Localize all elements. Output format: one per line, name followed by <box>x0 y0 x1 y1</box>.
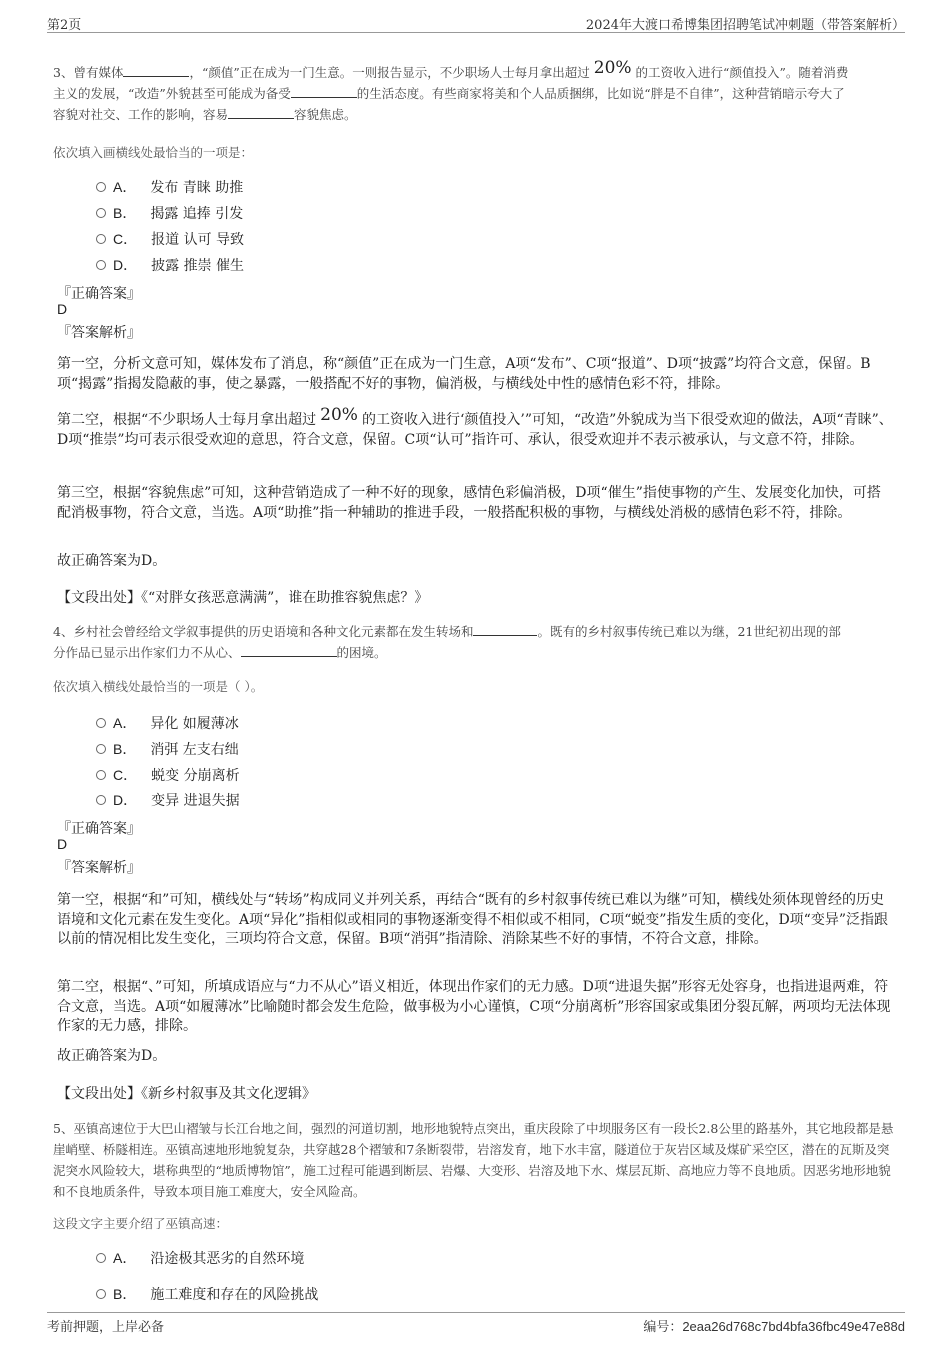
document-code: 编号：2eaa26d768c7bd4bfa36fbc49e47e88d <box>643 1319 905 1335</box>
page-number: 第2页 <box>47 18 82 33</box>
analysis-paragraph: 第一空，分析文意可知，媒体发布了消息，称“颜值”正在成为一门生意，A项“发布”、C项“报道”、D项“披露”均符合文意，保留。B项“揭露”指揭发隐蔽的事，使之暴露，一般搭配不好的事物，偏消极，与横线处中性的感情色彩不符，排除。 <box>57 356 871 392</box>
analysis-paragraph: 第一空，根据“和”可知，横线处与“转场”构成同义并列关系，再结合“既有的乡村叙事传统已难以为继”可知，横线处须体现曾经的历史语境和文化元素在发生变化。A项“异化”指相似或相同的事物逐渐变得不相似或不相同，C项“蜕变”指发生质的变化，D项“变异”泛指跟以前的情况相比发生变化，三项均符合文意，保留。B项“消弭”指清除、消除某些不好的事情，不符合文意，排除。 <box>57 892 888 947</box>
q4-option-a[interactable]: A． 异化 如履薄冰 <box>96 713 239 733</box>
analysis-paragraph: 第三空，根据“容貌焦虑”可知，这种营销造成了一种不好的现象，感情色彩偏消极，D项“催生”指使事物的产生、发展变化加快，可搭配消极事物，符合文意，当选。A项“助推”指一种辅助的推进手段，一般搭配积极的事物，与横线处消极的感情色彩不符，排除。 <box>57 485 881 521</box>
radio-icon[interactable] <box>96 795 106 805</box>
analysis-label: 『答案解析』 <box>57 860 141 876</box>
radio-icon[interactable] <box>96 770 106 780</box>
q3-option-c[interactable]: C． 报道 认可 导致 <box>96 229 244 249</box>
q3-option-d[interactable]: D． 披露 推崇 催生 <box>96 255 244 275</box>
radio-icon[interactable] <box>96 744 106 754</box>
analysis-label: 『答案解析』 <box>57 325 141 341</box>
question-5-stem: 5、巫镇高速位于大巴山褶皱与长江台地之间，强烈的河道切割，地形地貌特点突出，重庆段除了中坝服务区有一段长2.8公里的路基外，其它地段都是悬崖峭壁、桥隧相连。巫镇高速地形地貌复杂，共穿越28个褶皱和7条断裂带，岩溶发育，地下水丰富，隧道位于灰岩区域及煤矿采空区，潜在的瓦斯及突泥突水风险较大，堪称典型的“地质博物馆”，施工过程可能遇到断层、岩爆、大变形、岩溶及地下水、煤层瓦斯、高地应力等不良地质。因恶劣地形地貌和不良地质条件，导致本项目施工难度大，安全风险高。 <box>53 1121 894 1199</box>
answer-value: D <box>57 836 68 852</box>
page-header <box>47 12 905 33</box>
conclusion: 故正确答案为D。 <box>57 553 167 569</box>
q5-option-b[interactable]: B． 施工难度和存在的风险挑战 <box>96 1284 318 1304</box>
analysis-paragraph: 第二空，根据“不少职场人士每月拿出超过 20% 的工资收入进行‘颜值投入’”可知，“改造”外貌成为当下很受欢迎的做法，A项“青睐”、D项“推崇”均可表示很受欢迎的意思，符合文意，保留。C项“认可”指许可、承认，很受欢迎并不表示被承认，与文意不符，排除。 <box>57 405 893 448</box>
radio-icon[interactable] <box>96 182 106 192</box>
blank-2 <box>291 85 357 98</box>
question-3-prompt: 依次填入画横线处最恰当的一项是： <box>53 145 254 160</box>
percent-figure: 20% <box>593 58 632 78</box>
radio-icon[interactable] <box>96 260 106 270</box>
blank-3 <box>228 106 294 119</box>
q4-option-c[interactable]: C． 蜕变 分崩离析 <box>96 765 240 785</box>
radio-icon[interactable] <box>96 208 106 218</box>
radio-icon[interactable] <box>96 1289 106 1299</box>
source-citation: 【文段出处】《新乡村叙事及其文化逻辑》 <box>57 1086 316 1102</box>
radio-icon[interactable] <box>96 718 106 728</box>
answer-value: D <box>57 301 68 317</box>
q5-option-a[interactable]: A． 沿途极其恶劣的自然环境 <box>96 1248 304 1268</box>
blank-2 <box>241 644 337 657</box>
document-title: 2024年大渡口希博集团招聘笔试冲刺题（带答案解析） <box>585 18 905 33</box>
answer-label: 『正确答案』 <box>57 286 141 302</box>
footer-slogan: 考前押题，上岸必备 <box>47 1320 165 1335</box>
conclusion: 故正确答案为D。 <box>57 1048 167 1064</box>
question-5-prompt: 这段文字主要介绍了巫镇高速： <box>53 1216 229 1231</box>
radio-icon[interactable] <box>96 1253 106 1263</box>
question-4-prompt: 依次填入横线处最恰当的一项是（ ）。 <box>53 679 264 694</box>
radio-icon[interactable] <box>96 234 106 244</box>
q3-option-a[interactable]: A． 发布 青睐 助推 <box>96 177 243 197</box>
q3-option-b[interactable]: B． 揭露 追捧 引发 <box>96 203 243 223</box>
analysis-paragraph: 第二空，根据“、”可知，所填成语应与“力不从心”语义相近，体现出作家们的无力感。D项“进退失据”形容无处容身，也指进退两难，符合文意，当选。A项“如履薄冰”比喻随时都会发生危险，做事极为小心谨慎，C项“分崩离析”形容国家或集团分裂瓦解，两项均无法体现作家的无力感，排除。 <box>57 979 891 1034</box>
answer-label: 『正确答案』 <box>57 821 141 837</box>
q4-option-d[interactable]: D． 变异 进退失据 <box>96 790 240 810</box>
blank-1 <box>123 64 189 77</box>
percent-figure: 20% <box>320 405 358 425</box>
blank-1 <box>473 623 537 636</box>
page-footer <box>47 1312 905 1335</box>
question-3-stem: 3、曾有媒体 ，“颜值”正在成为一门生意。一则报告显示，不少职场人士每月拿出超过 20% 的工资收入进行“颜值投入”。随着消费 主义的发展，“改造”外貌甚至可能成为备受 的生活态度。有些商家将美和个人品质捆绑，比如说“胖是不自律”，这种营销暗示夸大了 容貌对社交、工作的影响，容易 容貌焦虑。 <box>53 58 849 122</box>
source-citation: 【文段出处】《“对胖女孩恶意满满”，谁在助推容貌焦虑？》 <box>57 590 429 606</box>
q4-option-b[interactable]: B． 消弭 左支右绌 <box>96 739 239 759</box>
question-4-stem: 4、乡村社会曾经给文学叙事提供的历史语境和各种文化元素都在发生转场和 。既有的乡村叙事传统已难以为继，21世纪初出现的部 分作品已显示出作家们力不从心、 的困境。 <box>53 624 841 660</box>
